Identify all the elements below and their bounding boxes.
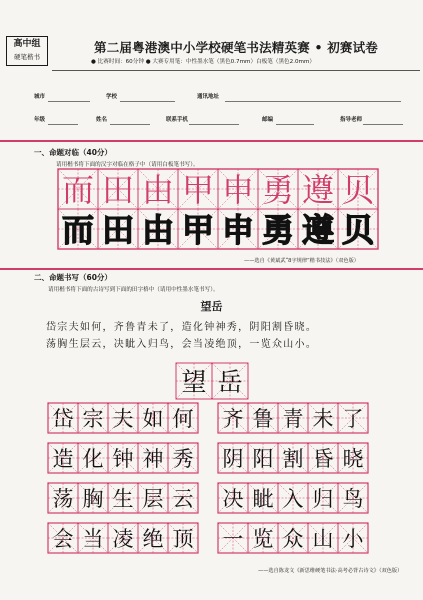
poem-grid-character: 阳	[252, 447, 274, 471]
section1-source: ——选自《黄斌武“8字规律”楷书技法》（双色版）	[244, 258, 359, 264]
poem-grid-character: 夫	[112, 407, 134, 431]
poem-grid-character: 眦	[252, 487, 274, 511]
field-label-teacher: 指导老师	[340, 117, 363, 123]
section2-heading: 二、命题书写（60分）	[34, 273, 112, 282]
field-label-city: 城市	[34, 94, 46, 100]
poem-grid-character: 决	[222, 487, 244, 511]
badge-group-label: 高中组	[13, 39, 41, 49]
poem-grid-character: 山	[312, 527, 334, 551]
poem-grid-character: 归	[312, 487, 334, 511]
grid-title-character: 岳	[217, 367, 243, 397]
section2-source: ——选自陈龙文《新思维硬笔书法·高考必背古诗文》（双色版）	[258, 568, 403, 574]
poem-grid-character: 顶	[172, 527, 194, 551]
poem-grid-character: 凌	[112, 527, 134, 551]
model-character-solid: 勇	[261, 211, 295, 249]
poem-grid-character: 鸟	[342, 487, 364, 511]
poem-grid-character: 层	[142, 487, 164, 511]
field-label-name: 姓名	[96, 117, 108, 123]
field-label-school: 学校	[106, 94, 118, 100]
model-character-outline: 甲	[181, 171, 215, 209]
poem-grid-character: 如	[142, 407, 164, 431]
poem-grid-character: 青	[282, 407, 304, 431]
model-character-solid: 申	[221, 211, 255, 249]
model-character-outline: 贝	[341, 171, 375, 209]
model-character-solid: 田	[101, 211, 135, 249]
model-character-outline: 勇	[261, 171, 295, 209]
poem-grid-character: 造	[52, 447, 74, 471]
field-label-grade: 年级	[34, 117, 46, 123]
poem-grid-character: 览	[252, 527, 274, 551]
poem-line-2: 荡胸生层云，决眦入归鸟，会当凌绝顶，一览众山小。	[46, 339, 318, 350]
poem-grid-character: 云	[172, 487, 194, 511]
model-character-solid: 而	[61, 211, 95, 249]
exam-info: ● 比赛时间：60分钟 ● 大赛专用笔：中性墨水笔（黑色0.7mm）白板笔（黑色2.0mm）	[91, 59, 316, 65]
poem-grid-character: 神	[142, 447, 164, 471]
poem-grid-character: 未	[312, 407, 334, 431]
poem-grid-character: 众	[282, 527, 304, 551]
poem-grid-character: 昏	[312, 447, 334, 471]
model-character-solid: 由	[141, 211, 175, 249]
poem-grid-character: 当	[82, 527, 104, 551]
poem-grid-character: 晓	[342, 447, 364, 471]
poem-grid-character: 割	[282, 447, 304, 471]
poem-grid-character: 会	[52, 527, 74, 551]
poem-grid-character: 秀	[172, 447, 194, 471]
section1-heading: 一、命题对临（40分）	[34, 148, 112, 157]
exam-title: 第二届粤港澳中小学校硬笔书法精英赛 • 初赛试卷	[94, 40, 378, 55]
section1-instruction: 请用楷书将下面的汉字对临在格子中（请用白板笔书写）。	[56, 162, 199, 168]
poem-grid-character: 岱	[52, 407, 74, 431]
poem-grid-character: 齐	[222, 407, 244, 431]
model-character-outline: 田	[101, 171, 135, 209]
model-character-solid: 甲	[181, 211, 215, 249]
field-label-postcode: 邮编	[262, 117, 274, 123]
model-character-outline: 而	[61, 171, 95, 209]
poem-grid-character: 钟	[112, 447, 134, 471]
poem-grid-character: 阴	[222, 447, 244, 471]
model-character-solid: 遵	[301, 211, 335, 249]
poem-grid-character: 绝	[142, 527, 164, 551]
poem-title-grid	[176, 363, 248, 399]
poem-line-1: 岱宗夫如何，齐鲁青未了，造化钟神秀，阴阳割昏晓。	[46, 322, 318, 333]
poem-grid-character: 生	[112, 487, 134, 511]
poem-grid-character: 鲁	[252, 407, 274, 431]
poem-grid-character: 一	[222, 527, 244, 551]
poem-grid-character: 小	[342, 527, 364, 551]
poem-title: 望岳	[200, 300, 223, 313]
model-character-solid: 贝	[341, 211, 375, 249]
poem-grid-character: 宗	[82, 407, 104, 431]
grid-title-character: 望	[181, 367, 207, 397]
middle-divider	[0, 268, 423, 270]
poem-grid-character: 何	[172, 407, 194, 431]
poem-grid-character: 荡	[52, 487, 74, 511]
badge-category-label: 硬笔楷书	[14, 53, 40, 61]
poem-grid-character: 入	[282, 487, 304, 511]
field-label-address: 通讯地址	[197, 94, 220, 100]
model-character-outline: 遵	[301, 171, 335, 209]
poem-grid-character: 化	[82, 447, 104, 471]
poem-grid-character: 了	[342, 407, 364, 431]
model-character-outline: 申	[221, 171, 255, 209]
field-label-phone: 联系手机	[166, 117, 189, 123]
poem-grid-character: 胸	[82, 487, 104, 511]
poem-writing-grid	[48, 403, 368, 553]
section2-instruction: 请用楷书将下面的古诗写到下面的田字格中（请用中性墨水笔书写）。	[48, 287, 219, 293]
model-character-outline: 由	[141, 171, 175, 209]
